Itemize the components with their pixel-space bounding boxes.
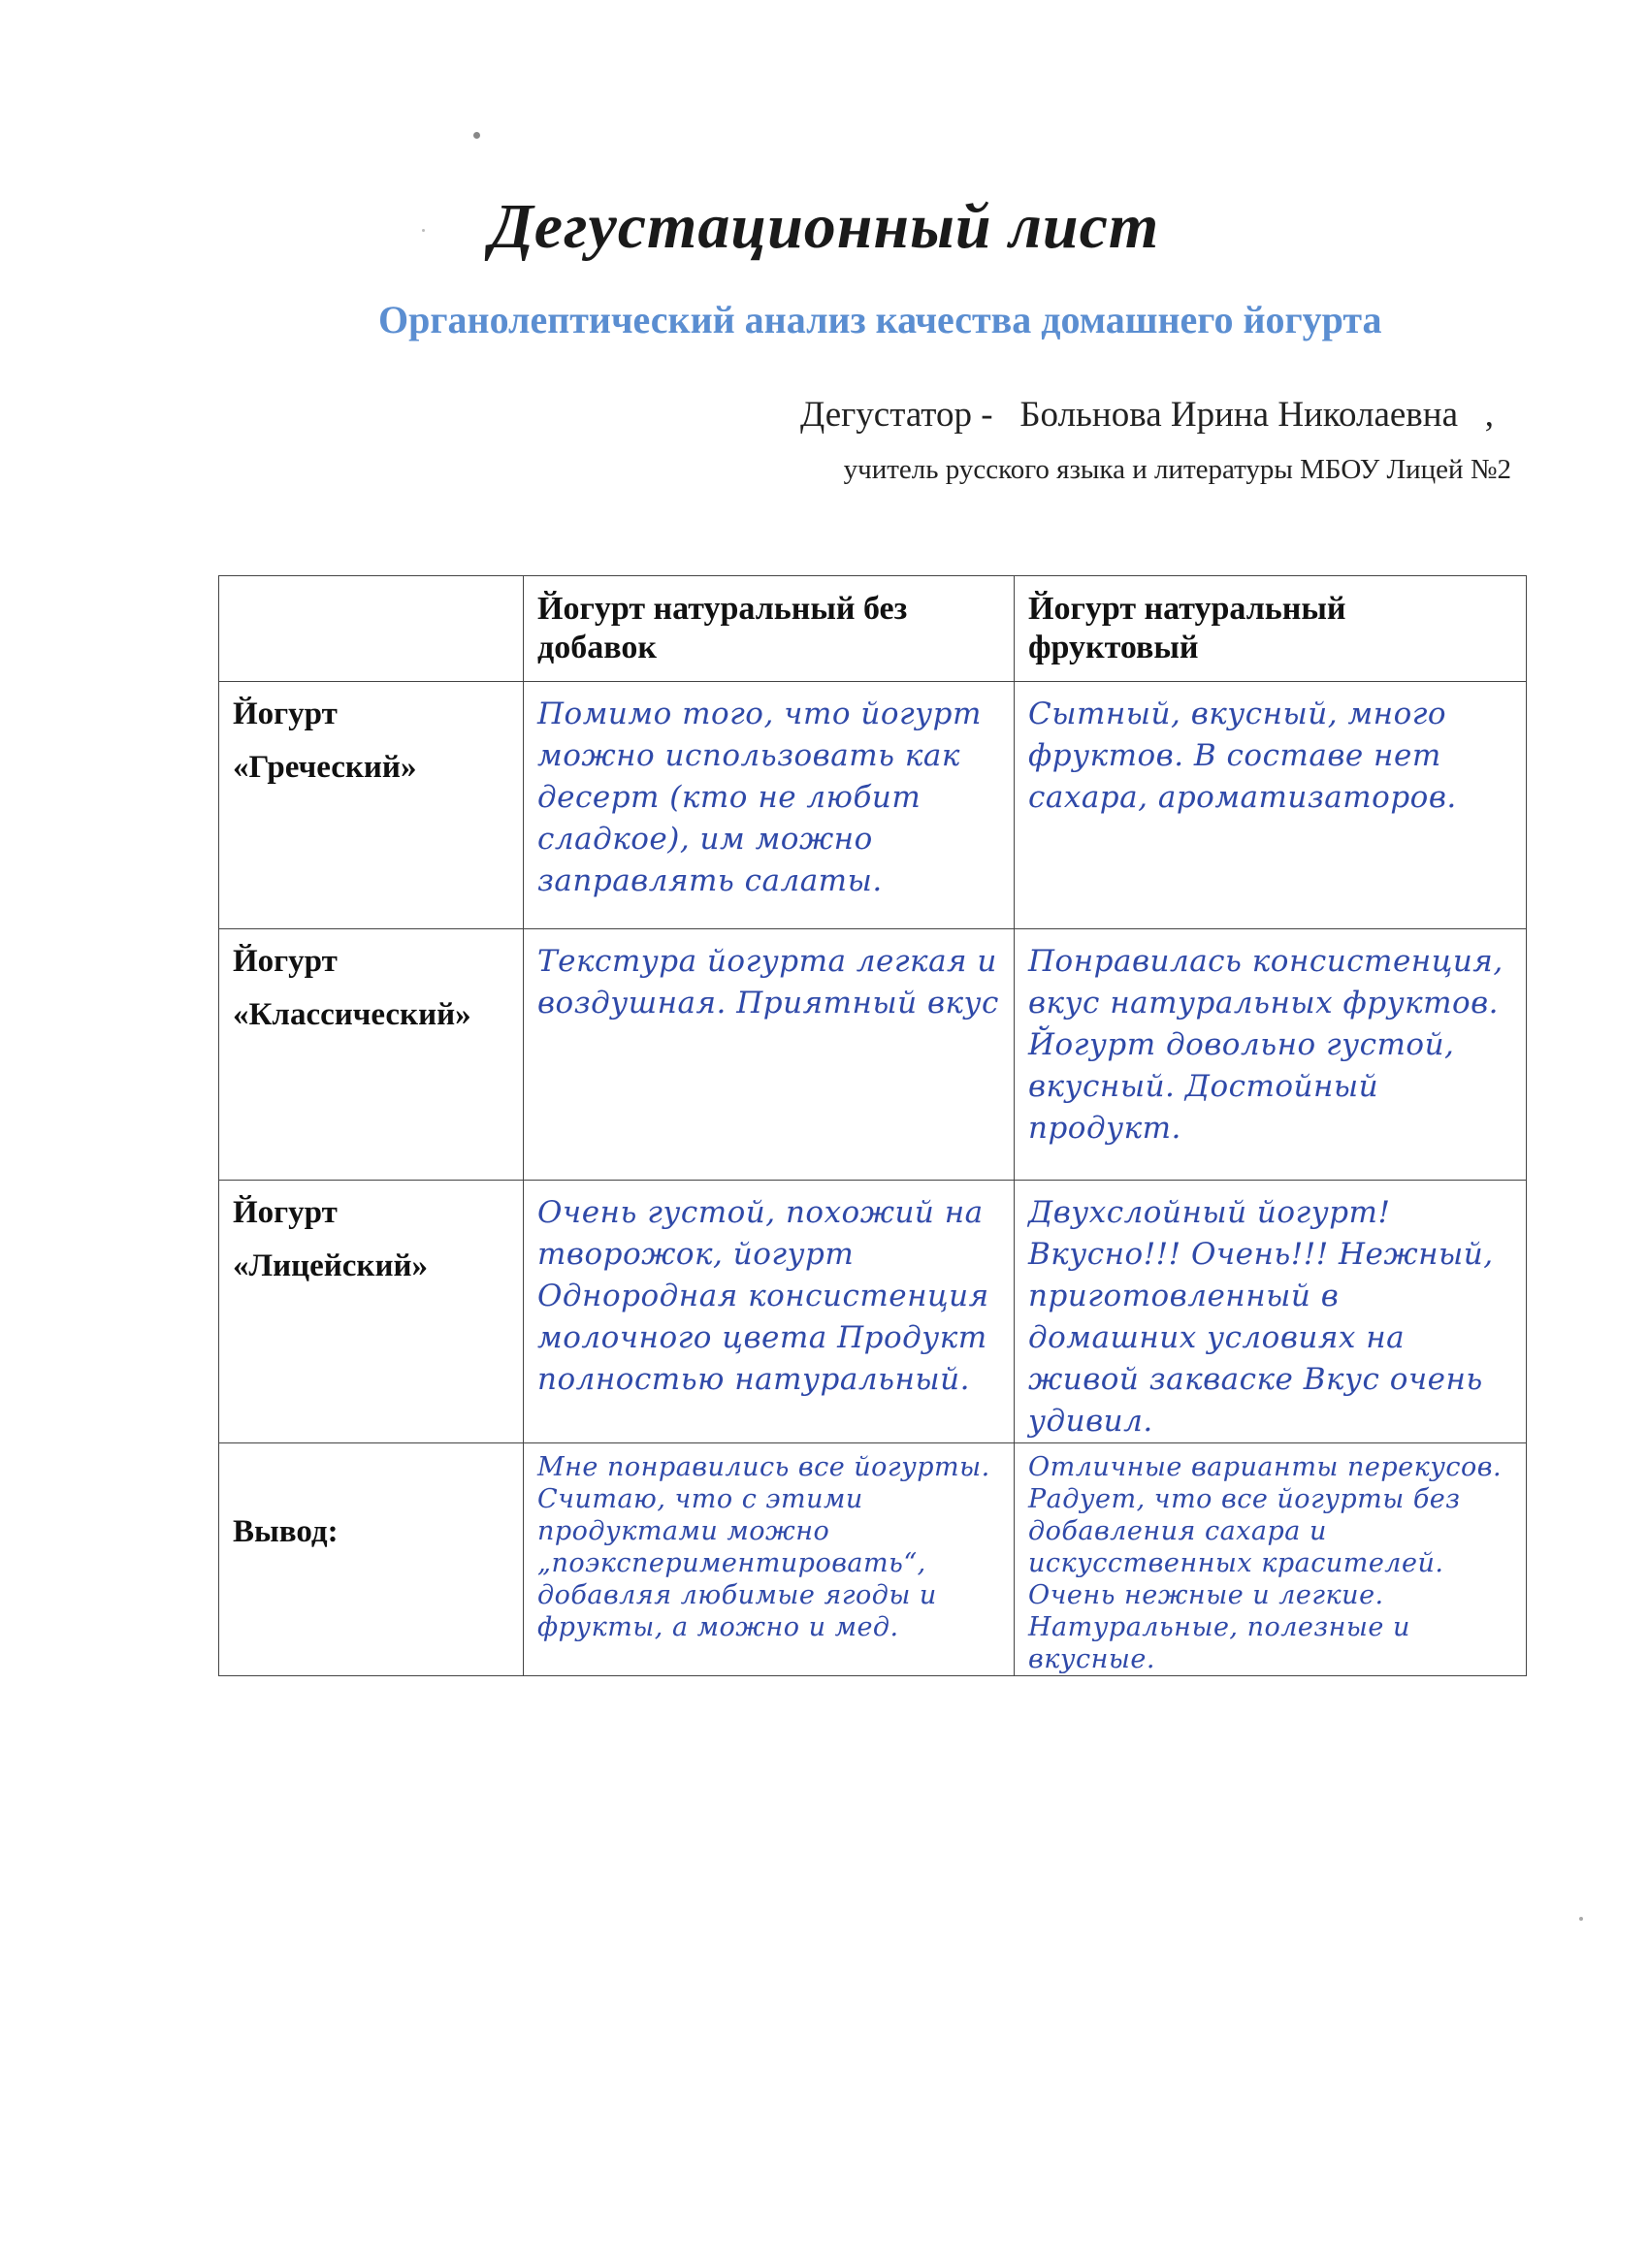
handwritten-comment: Мне понравились все йогурты. Считаю, что с этими продуктами можно „поэкспериментировать“, добавляя любимые ягоды и фрукты, а можно и мед. [537,1452,990,1642]
row-label-cell [219,1443,524,1676]
table-header-row [219,576,1527,682]
table-row [219,929,1527,1181]
subtitle: Органолептический анализ качества домашнего йогурта [378,298,1382,341]
taster-label: Дегустатор - [800,395,993,435]
column-header: Йогурт натуральный фруктовый [1028,591,1346,665]
header-cell-empty [219,576,524,682]
taster-role: учитель русского языка и литературы МБОУ Лицей №2 [843,454,1511,485]
handwritten-comment: Помимо того, что йогурт можно использовать как десерт (кто не любит сладкое), им можно заправлять салаты. [537,697,982,898]
paper-speck [1579,1917,1583,1921]
row-label: Вывод: [233,1514,339,1549]
header-cell-fruit [1015,576,1527,682]
handwritten-comment: Текстура йогурта легкая и воздушная. Приятный вкус [537,944,999,1021]
comment-cell [1015,1181,1527,1443]
row-label-cell [219,682,524,929]
row-label: Йогурт «Греческий» [233,697,417,785]
row-label-cell [219,1181,524,1443]
page-title: Дегустационный лист [489,191,1160,262]
taster-line [800,394,1494,436]
comment-cell [1015,682,1527,929]
tasting-table [218,575,1527,1676]
comment-cell [524,929,1015,1181]
handwritten-comment: Очень густой, похожий на творожок, йогурт Однородная консистенция молочного цвета Продукт полностью натуральный. [537,1195,989,1397]
row-label-cell [219,929,524,1181]
paper-speck [473,132,480,139]
comment-cell [524,682,1015,929]
table-row [219,682,1527,929]
comment-cell [1015,1443,1527,1676]
comment-cell [524,1181,1015,1443]
comment-cell [1015,929,1527,1181]
comment-cell [524,1443,1015,1676]
handwritten-comment: Сытный, вкусный, много фруктов. В составе нет сахара, ароматизаторов. [1028,697,1457,815]
header-cell-plain [524,576,1015,682]
column-header: Йогурт натуральный без добавок [537,591,908,665]
taster-name: Больнова Ирина Николаевна [1019,395,1458,435]
handwritten-comment: Понравилась консистенция, вкус натуральных фруктов. Йогурт довольно густой, вкусный. Достойный продукт. [1028,944,1504,1146]
handwritten-comment: Двухслойный йогурт! Вкусно!!! Очень!!! Нежный, приготовленный в домашних условиях на живой закваске Вкус очень удивил. [1028,1195,1494,1439]
handwritten-comment: Отличные варианты перекусов. Радует, что все йогурты без добавления сахара и искусственных красителей. Очень нежные и легкие. Натуральные, полезные и вкусные. [1028,1452,1503,1674]
taster-comma: , [1484,395,1494,435]
row-label: Йогурт «Лицейский» [233,1195,428,1283]
table-row [219,1181,1527,1443]
row-label: Йогурт «Классический» [233,944,471,1032]
table-row-conclusion [219,1443,1527,1676]
